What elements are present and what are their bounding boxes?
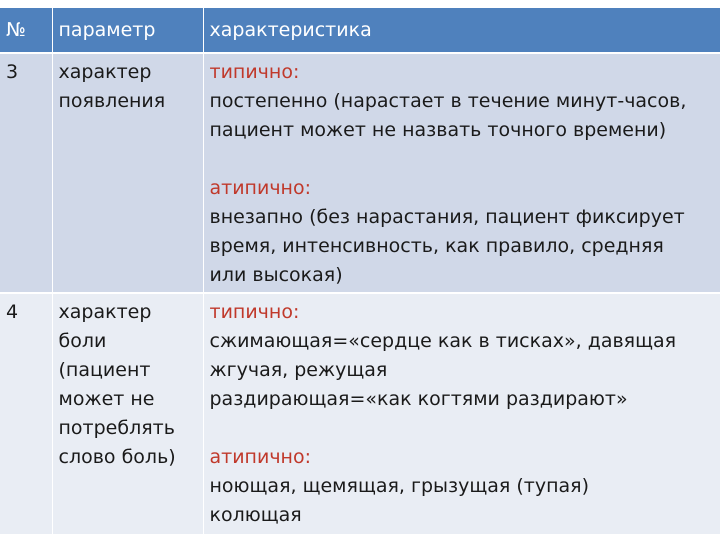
param-line: появления — [58, 90, 166, 112]
typical-line: пациент может не назвать точного времени) — [209, 119, 667, 141]
param-line: (пациент — [58, 359, 151, 381]
param-line: слово боль) — [58, 446, 176, 468]
typical-line: сжимающая=«сердце как в тисках», давящая — [209, 330, 677, 352]
typical-line: жгучая, режущая — [209, 359, 388, 381]
typical-line: раздирающая=«как когтями раздирают» — [209, 388, 628, 410]
param-line: может не — [58, 388, 155, 410]
row-param — [52, 293, 203, 534]
table-row — [0, 293, 720, 534]
atypical-label: атипично: — [209, 177, 312, 199]
table-row — [0, 53, 720, 293]
param-line: потреблять — [58, 417, 175, 439]
atypical-label: атипично: — [209, 446, 312, 468]
param-line: характер — [58, 61, 152, 83]
spacer — [210, 145, 715, 174]
typical-label: типично: — [209, 301, 300, 323]
typical-line: постепенно (нарастает в течение минут-часов, — [209, 90, 687, 112]
atypical-line: или высокая) — [209, 264, 343, 286]
row-characteristic — [203, 53, 720, 293]
row-param — [52, 53, 203, 293]
header-param: параметр — [52, 8, 203, 53]
atypical-line: ноющая, щемящая, грызущая (тупая) — [209, 475, 590, 497]
header-characteristic: характеристика — [203, 8, 720, 53]
param-line: характер — [58, 301, 152, 323]
typical-label: типично: — [209, 61, 300, 83]
header-num: № — [0, 8, 52, 53]
param-line: боли — [58, 330, 107, 352]
atypical-line: внезапно (без нарастания, пациент фиксирует — [209, 206, 685, 228]
atypical-line: колющая — [209, 504, 302, 526]
atypical-line: время, интенсивность, как правило, средняя — [209, 235, 664, 257]
row-characteristic — [203, 293, 720, 534]
table-header-row — [0, 8, 720, 53]
row-num: 3 — [0, 53, 52, 293]
spacer — [210, 414, 715, 443]
row-num: 4 — [0, 293, 52, 534]
criteria-table — [0, 8, 720, 534]
